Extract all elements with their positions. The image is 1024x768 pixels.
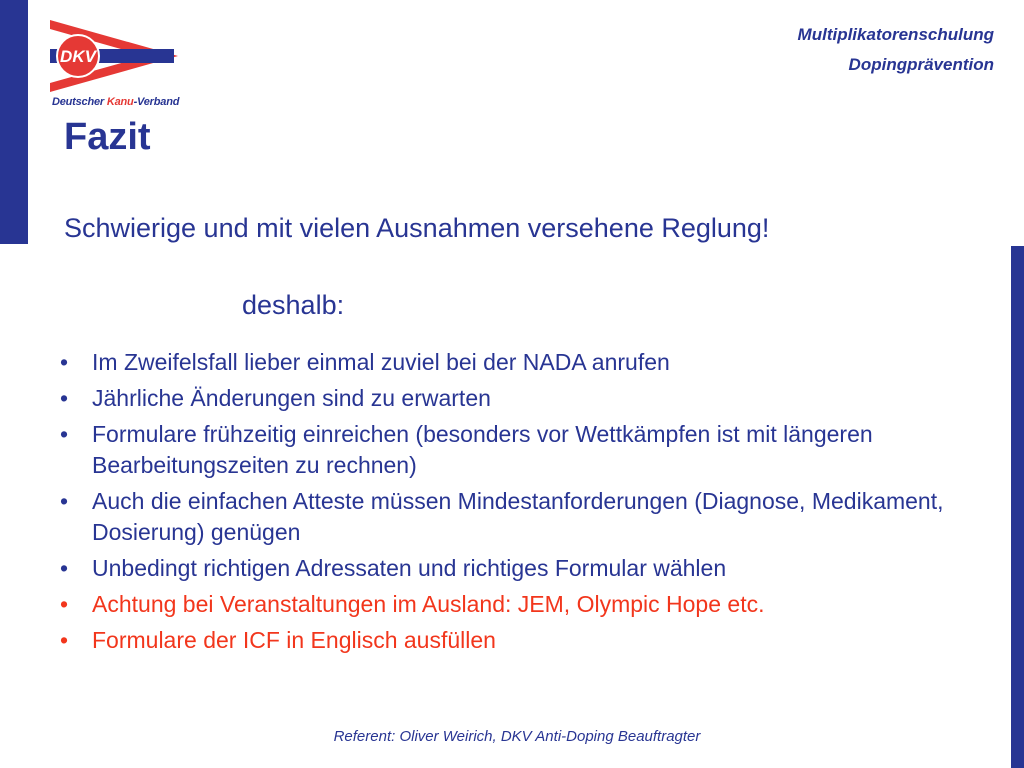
bullet-item: • Im Zweifelsfall lieber einmal zuviel bei der NADA anrufen bbox=[60, 347, 960, 378]
transition-text: deshalb: bbox=[242, 290, 345, 320]
logo-text-part2: Kanu bbox=[106, 96, 134, 108]
header-line-2: Dopingprävention bbox=[848, 55, 994, 74]
bullet-list bbox=[60, 347, 960, 661]
header-topic bbox=[798, 20, 994, 80]
bullet-item-highlight: • Achtung bei Veranstaltungen im Ausland: JEM, Olympic Hope etc. bbox=[60, 589, 960, 620]
logo-text-part1: Deutscher bbox=[52, 96, 107, 108]
slide-title: Fazit bbox=[64, 116, 151, 158]
logo-text-part3: -Verband bbox=[133, 96, 180, 108]
footer-text: Referent: Oliver Weirich, DKV Anti-Doping Beauftragter bbox=[333, 728, 701, 745]
bullet-item: • Formulare frühzeitig einreichen (besonders vor Wettkämpfen ist mit längeren Bearbeitungszeiten zu rechnen) bbox=[60, 419, 960, 481]
bullet-item: • Unbedingt richtigen Adressaten und richtiges Formular wählen bbox=[60, 553, 960, 584]
logo-caption bbox=[52, 96, 182, 108]
dkv-pennant-icon bbox=[50, 20, 180, 96]
bullet-item-highlight: • Formulare der ICF in Englisch ausfüllen bbox=[60, 625, 960, 656]
dkv-logo bbox=[50, 20, 180, 112]
right-accent-bar bbox=[1011, 246, 1024, 768]
left-accent-bar bbox=[0, 0, 28, 244]
header-line-1: Multiplikatorenschulung bbox=[797, 25, 994, 44]
bullet-item: • Auch die einfachen Atteste müssen Mindestanforderungen (Diagnose, Medikament, Dosierung) genügen bbox=[60, 486, 960, 548]
slide-subtitle: Schwierige und mit vielen Ausnahmen versehene Reglung! bbox=[64, 213, 770, 243]
bullet-item: • Jährliche Änderungen sind zu erwarten bbox=[60, 383, 960, 414]
logo-initials: DKV bbox=[60, 47, 96, 66]
footer bbox=[0, 728, 1024, 745]
